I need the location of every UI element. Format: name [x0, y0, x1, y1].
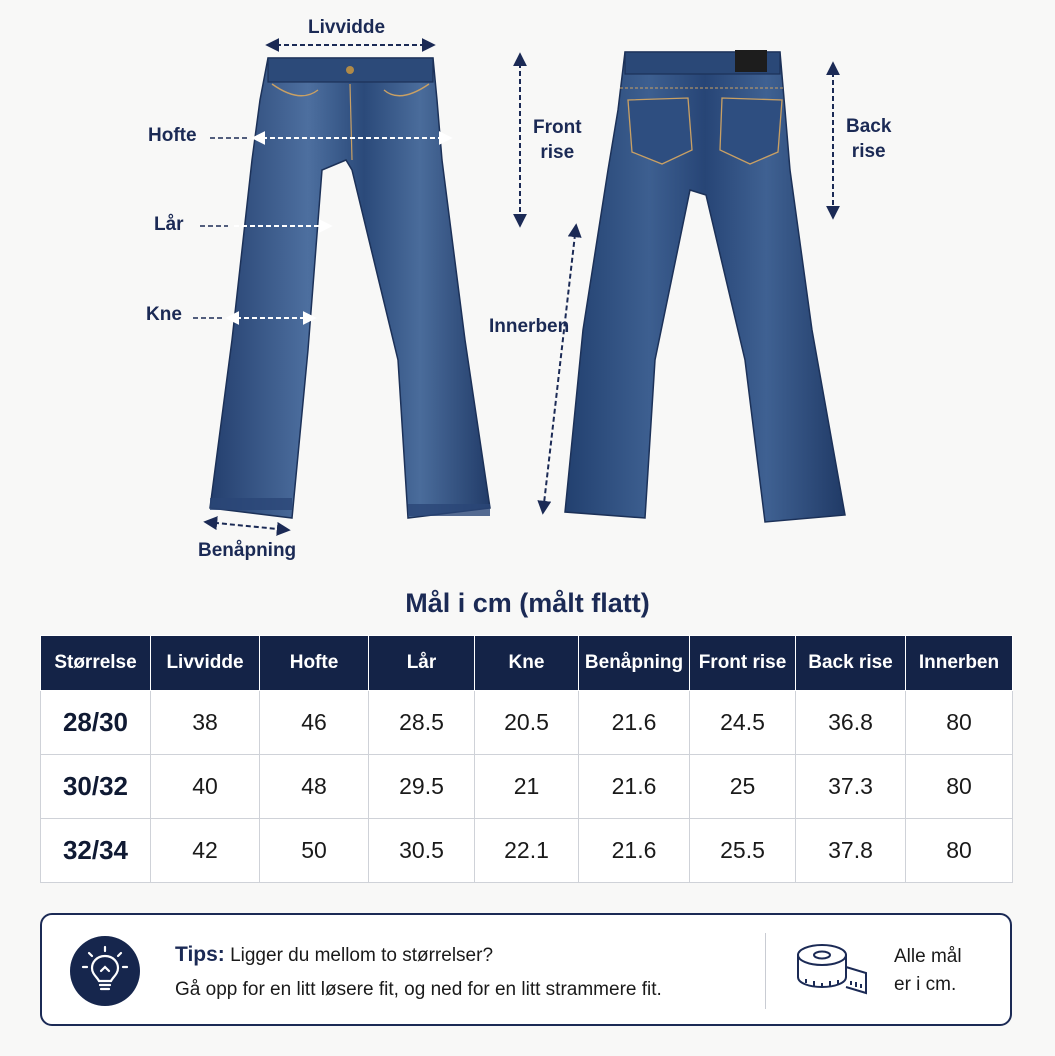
table-cell: 80 [906, 819, 1013, 883]
measuring-tape-icon [794, 937, 870, 1008]
table-cell: 21.6 [579, 691, 690, 755]
table-cell: 40 [151, 755, 260, 819]
table-cell: 36.8 [796, 691, 906, 755]
col-header: Innerben [906, 636, 1013, 691]
table-cell: 80 [906, 691, 1013, 755]
table-cell: 37.3 [796, 755, 906, 819]
table-cell: 80 [906, 755, 1013, 819]
col-header: Benåpning [579, 636, 690, 691]
tip-label: Tips: [175, 943, 225, 966]
back-rise-label: Back rise [846, 116, 892, 162]
divider [765, 933, 766, 1009]
table-cell: 50 [260, 819, 369, 883]
table-cell: 25.5 [690, 819, 796, 883]
table-cell: 42 [151, 819, 260, 883]
table-cell: 38 [151, 691, 260, 755]
unit-note: Alle mål er i cm. [894, 946, 962, 995]
col-header: Størrelse [41, 636, 151, 691]
col-header: Hofte [260, 636, 369, 691]
lightbulb-icon [70, 936, 140, 1006]
size-table [40, 635, 1013, 883]
table-cell: 29.5 [369, 755, 475, 819]
tip-text-line1 [175, 943, 493, 967]
jeans-front-image [210, 58, 490, 518]
table-cell: 48 [260, 755, 369, 819]
size-cell: 28/30 [41, 691, 151, 755]
table-cell: 22.1 [475, 819, 579, 883]
table-cell: 30.5 [369, 819, 475, 883]
table-title: Mål i cm (målt flatt) [405, 588, 650, 618]
col-header: Livvidde [151, 636, 260, 691]
table-cell: 21.6 [579, 755, 690, 819]
lar-label: Lår [154, 214, 184, 235]
jeans-back-image [565, 50, 845, 522]
table-cell: 21.6 [579, 819, 690, 883]
table-cell: 37.8 [796, 819, 906, 883]
benapning-arrow [206, 522, 288, 530]
col-header: Back rise [796, 636, 906, 691]
col-header: Front rise [690, 636, 796, 691]
kne-label: Kne [146, 304, 182, 325]
hofte-label: Hofte [148, 125, 197, 146]
tips-box [40, 913, 1012, 1026]
col-header: Kne [475, 636, 579, 691]
table-cell: 28.5 [369, 691, 475, 755]
table-cell: 46 [260, 691, 369, 755]
benapning-label: Benåpning [198, 540, 297, 561]
size-cell: 30/32 [41, 755, 151, 819]
table-row [41, 819, 1013, 883]
innerben-label: Innerben [489, 316, 570, 337]
table-cell: 20.5 [475, 691, 579, 755]
table-header-row [41, 636, 1013, 691]
table-cell: 24.5 [690, 691, 796, 755]
front-rise-label: Front rise [533, 117, 582, 163]
tip-text-line2: Gå opp for en litt løsere fit, og ned for en litt strammere fit. [175, 979, 662, 1000]
livvidde-label: Livvidde [308, 17, 386, 38]
table-row [41, 691, 1013, 755]
tip-question: Ligger du mellom to størrelser? [230, 945, 494, 966]
col-header: Lår [369, 636, 475, 691]
size-cell: 32/34 [41, 819, 151, 883]
table-cell: 21 [475, 755, 579, 819]
table-row [41, 755, 1013, 819]
table-cell: 25 [690, 755, 796, 819]
